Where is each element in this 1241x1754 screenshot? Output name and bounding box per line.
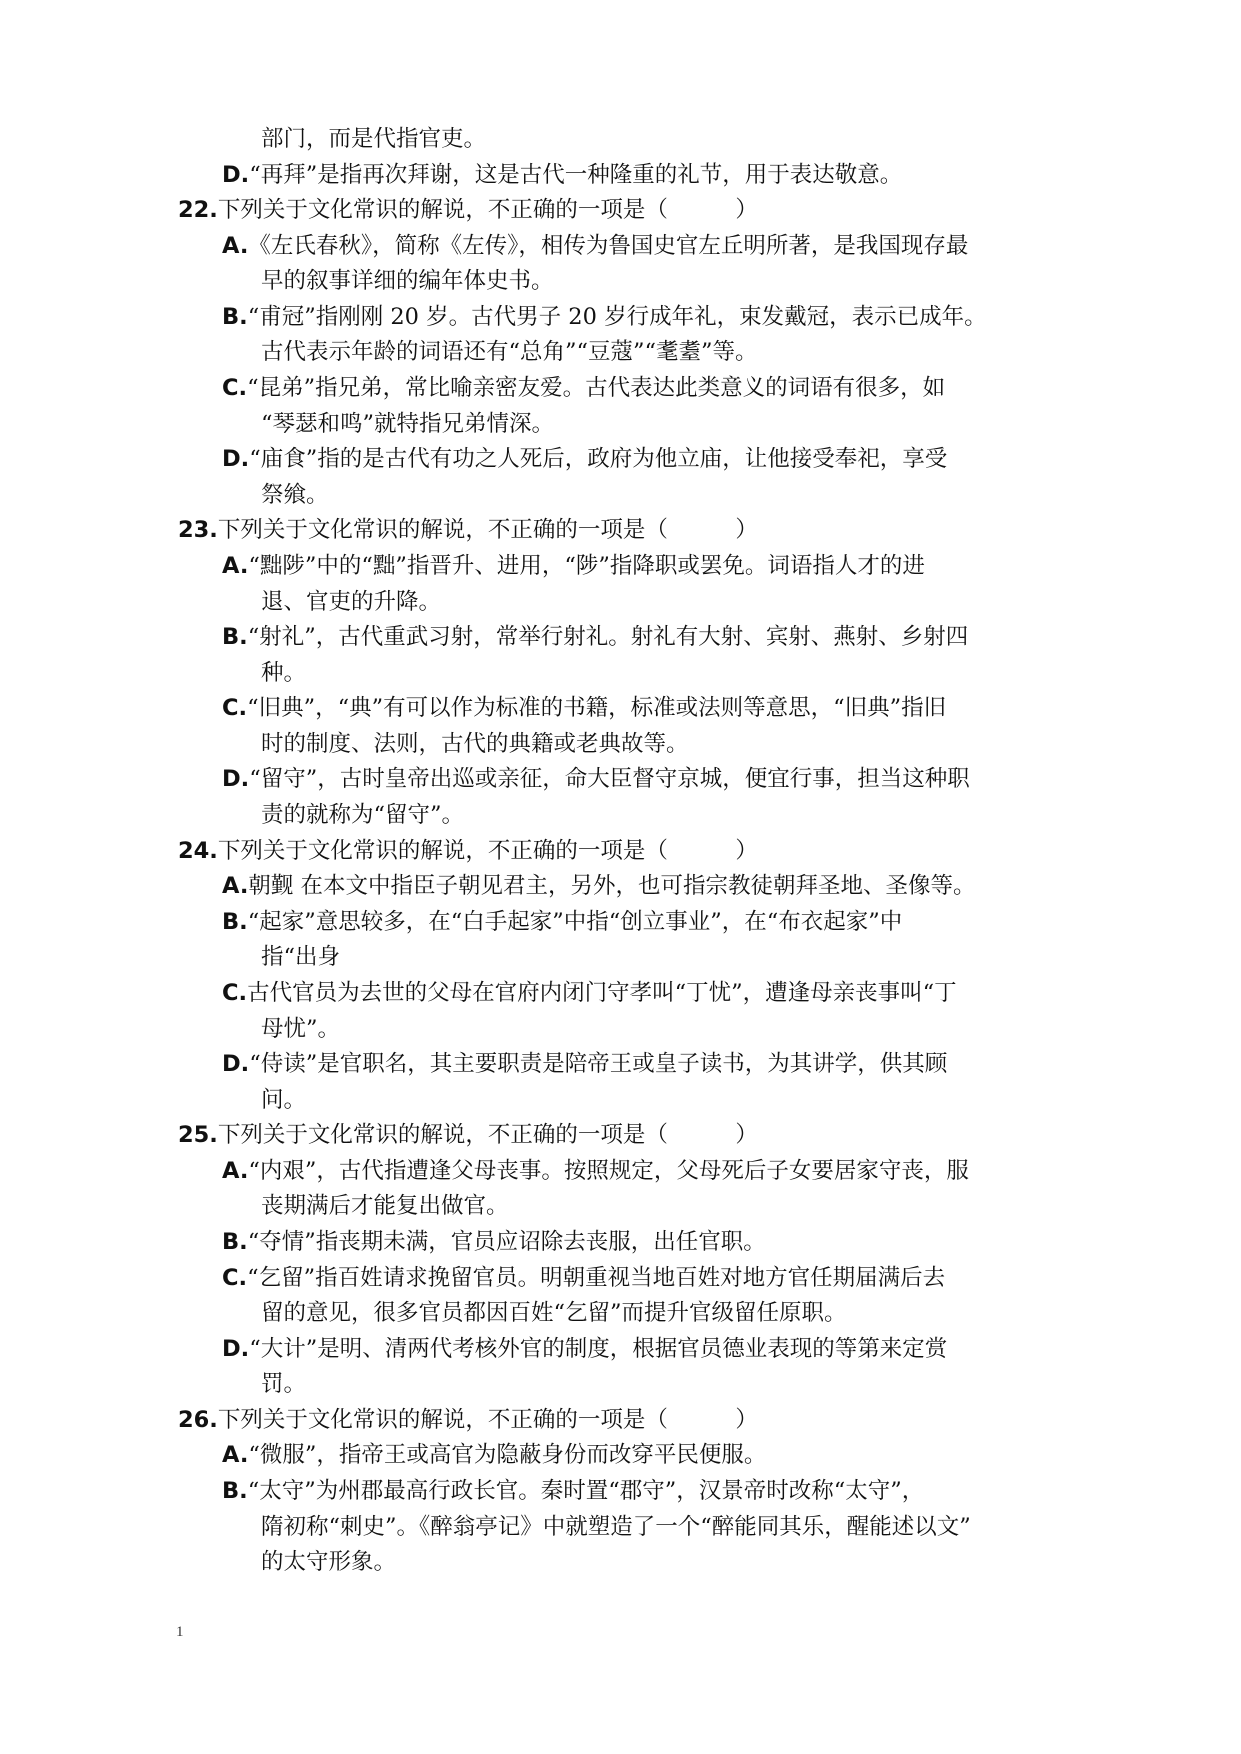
page-number: 1 xyxy=(176,1624,184,1640)
line-text: “甫冠”指刚刚 20 岁。古代男子 20 岁行成年礼，束发戴冠，表示已成年。 xyxy=(247,304,987,330)
continuation-line xyxy=(261,122,486,156)
question-number: 22. xyxy=(178,197,218,223)
continuation-line xyxy=(261,1189,509,1223)
continuation-line xyxy=(261,798,464,832)
option-line xyxy=(222,158,902,192)
option-letter: D. xyxy=(222,766,250,792)
question-line xyxy=(178,193,758,227)
continuation-line xyxy=(261,478,329,512)
question-line xyxy=(178,834,758,868)
option-letter: A. xyxy=(222,1442,249,1468)
line-text: “大计”是明、清两代考核外官的制度，根据官员德业表现的等第来定赏 xyxy=(249,1336,948,1362)
line-text: “再拜”是指再次拜谢，这是古代一种隆重的礼节，用于表达敬意。 xyxy=(249,162,903,188)
option-letter: D. xyxy=(222,162,250,188)
line-text: “琴瑟和鸣”就特指兄弟情深。 xyxy=(261,411,555,437)
line-text: 问。 xyxy=(261,1087,307,1113)
option-letter: B. xyxy=(222,1478,248,1504)
option-line xyxy=(222,869,976,903)
line-text: 《左氏春秋》，简称《左传》，相传为鲁国史官左丘明所著，是我国现存最 xyxy=(248,233,969,259)
option-line xyxy=(222,1047,947,1081)
line-text: 种。 xyxy=(261,660,307,686)
line-text: 丧期满后才能复出做官。 xyxy=(261,1193,509,1219)
line-text: 指“出身 xyxy=(261,944,341,970)
option-line xyxy=(222,620,968,654)
option-letter: B. xyxy=(222,909,248,935)
line-text: “微服”，指帝王或高官为隐蔽身份而改穿平民便服。 xyxy=(248,1442,767,1468)
question-line xyxy=(178,1403,758,1437)
option-letter: C. xyxy=(222,695,248,721)
option-line xyxy=(222,691,946,725)
option-line xyxy=(222,442,947,476)
option-letter: B. xyxy=(222,1229,248,1255)
option-letter: C. xyxy=(222,1265,248,1291)
line-text: “乞留”指百姓请求挽留官员。明朝重视当地百姓对地方官任期届满后去 xyxy=(247,1265,946,1291)
continuation-line xyxy=(261,1296,847,1330)
line-text: 下列关于文化常识的解说，不正确的一项是（ ） xyxy=(217,1407,758,1433)
option-line xyxy=(222,1332,947,1366)
option-letter: D. xyxy=(222,1051,250,1077)
line-text: “黜陟”中的“黜”指晋升、进用，“陟”指降职或罢免。词语指人才的进 xyxy=(248,553,925,579)
continuation-line xyxy=(261,1545,396,1579)
option-letter: A. xyxy=(222,553,249,579)
line-text: 留的意见，很多官员都因百姓“乞留”而提升官级留任原职。 xyxy=(261,1300,847,1326)
line-text: “射礼”，古代重武习射，常举行射礼。射礼有大射、宾射、燕射、乡射四 xyxy=(247,624,969,650)
line-text: 早的叙事详细的编年体史书。 xyxy=(261,268,554,294)
option-line xyxy=(222,549,925,583)
line-text: “内艰”，古代指遭逢父母丧事。按照规定，父母死后子女要居家守丧，服 xyxy=(248,1158,969,1184)
option-letter: A. xyxy=(222,233,249,259)
question-number: 26. xyxy=(178,1407,218,1433)
question-number: 23. xyxy=(178,517,218,543)
continuation-line xyxy=(261,407,554,441)
option-line xyxy=(222,905,902,939)
line-text: 责的就称为“留守”。 xyxy=(261,802,465,828)
continuation-line xyxy=(261,335,758,369)
line-text: “庙食”指的是古代有功之人死后，政府为他立庙，让他接受奉祀，享受 xyxy=(249,446,948,472)
continuation-line xyxy=(261,727,689,761)
line-text: 下列关于文化常识的解说，不正确的一项是（ ） xyxy=(217,517,758,543)
line-text: “旧典”，“典”有可以作为标准的书籍，标准或法则等意思，“旧典”指旧 xyxy=(247,695,947,721)
question-line xyxy=(178,1118,758,1152)
option-line xyxy=(222,762,970,796)
option-letter: C. xyxy=(222,375,248,401)
line-text: 古代表示年龄的词语还有“总角”“豆蔻”“耄耋”等。 xyxy=(261,339,758,365)
line-text: “侍读”是官职名，其主要职责是陪帝王或皇子读书，为其讲学，供其顾 xyxy=(249,1051,948,1077)
line-text: 时的制度、法则，古代的典籍或老典故等。 xyxy=(261,731,689,757)
option-line xyxy=(222,1225,766,1259)
line-text: 下列关于文化常识的解说，不正确的一项是（ ） xyxy=(217,838,758,864)
option-line xyxy=(222,976,957,1010)
continuation-line xyxy=(261,1083,306,1117)
option-line xyxy=(222,1154,969,1188)
line-text: “起家”意思较多，在“白手起家”中指“创立事业”，在“布衣起家”中 xyxy=(247,909,903,935)
question-number: 25. xyxy=(178,1122,218,1148)
line-text: 罚。 xyxy=(261,1371,307,1397)
option-line xyxy=(222,229,968,263)
line-text: 退、官吏的升降。 xyxy=(261,589,442,615)
option-line xyxy=(222,371,945,405)
option-letter: C. xyxy=(222,980,248,1006)
line-text: 祭飨。 xyxy=(261,482,329,508)
line-text: “夺情”指丧期未满，官员应诏除去丧服，出任官职。 xyxy=(247,1229,766,1255)
line-text: 母忧”。 xyxy=(261,1016,341,1042)
option-line xyxy=(222,1261,945,1295)
continuation-line xyxy=(261,656,306,690)
continuation-line xyxy=(261,585,441,619)
line-text: “昆弟”指兄弟，常比喻亲密友爱。古代表达此类意义的词语有很多，如 xyxy=(247,375,946,401)
line-text: 隋初称“刺史”。《醉翁亭记》中就塑造了一个“醉能同其乐，醒能述以文” xyxy=(261,1514,971,1540)
option-letter: B. xyxy=(222,304,248,330)
option-letter: A. xyxy=(222,873,249,899)
continuation-line xyxy=(261,1510,971,1544)
line-text: 朝觐 在本文中指臣子朝见君主，另外，也可指宗教徒朝拜圣地、圣像等。 xyxy=(248,873,976,899)
option-letter: D. xyxy=(222,446,250,472)
option-line xyxy=(222,1438,766,1472)
continuation-line xyxy=(261,264,554,298)
option-line xyxy=(222,1474,924,1508)
line-text: 部门，而是代指官吏。 xyxy=(261,126,487,152)
option-letter: A. xyxy=(222,1158,249,1184)
continuation-line xyxy=(261,1367,306,1401)
question-line xyxy=(178,513,758,547)
line-text: “留守”，古时皇帝出巡或亲征，命大臣督守京城，便宜行事，担当这种职 xyxy=(249,766,970,792)
option-line xyxy=(222,300,987,334)
continuation-line xyxy=(261,1012,340,1046)
line-text: 下列关于文化常识的解说，不正确的一项是（ ） xyxy=(217,197,758,223)
line-text: 的太守形象。 xyxy=(261,1549,397,1575)
question-number: 24. xyxy=(178,838,218,864)
option-letter: B. xyxy=(222,624,248,650)
line-text: 下列关于文化常识的解说，不正确的一项是（ ） xyxy=(217,1122,758,1148)
line-text: “太守”为州郡最高行政长官。秦时置“郡守”，汉景帝时改称“太守”， xyxy=(247,1478,925,1504)
continuation-line xyxy=(261,940,340,974)
line-text: 古代官员为去世的父母在官府内闭门守孝叫“丁忧”，遭逢母亲丧事叫“丁 xyxy=(247,980,957,1006)
option-letter: D. xyxy=(222,1336,250,1362)
